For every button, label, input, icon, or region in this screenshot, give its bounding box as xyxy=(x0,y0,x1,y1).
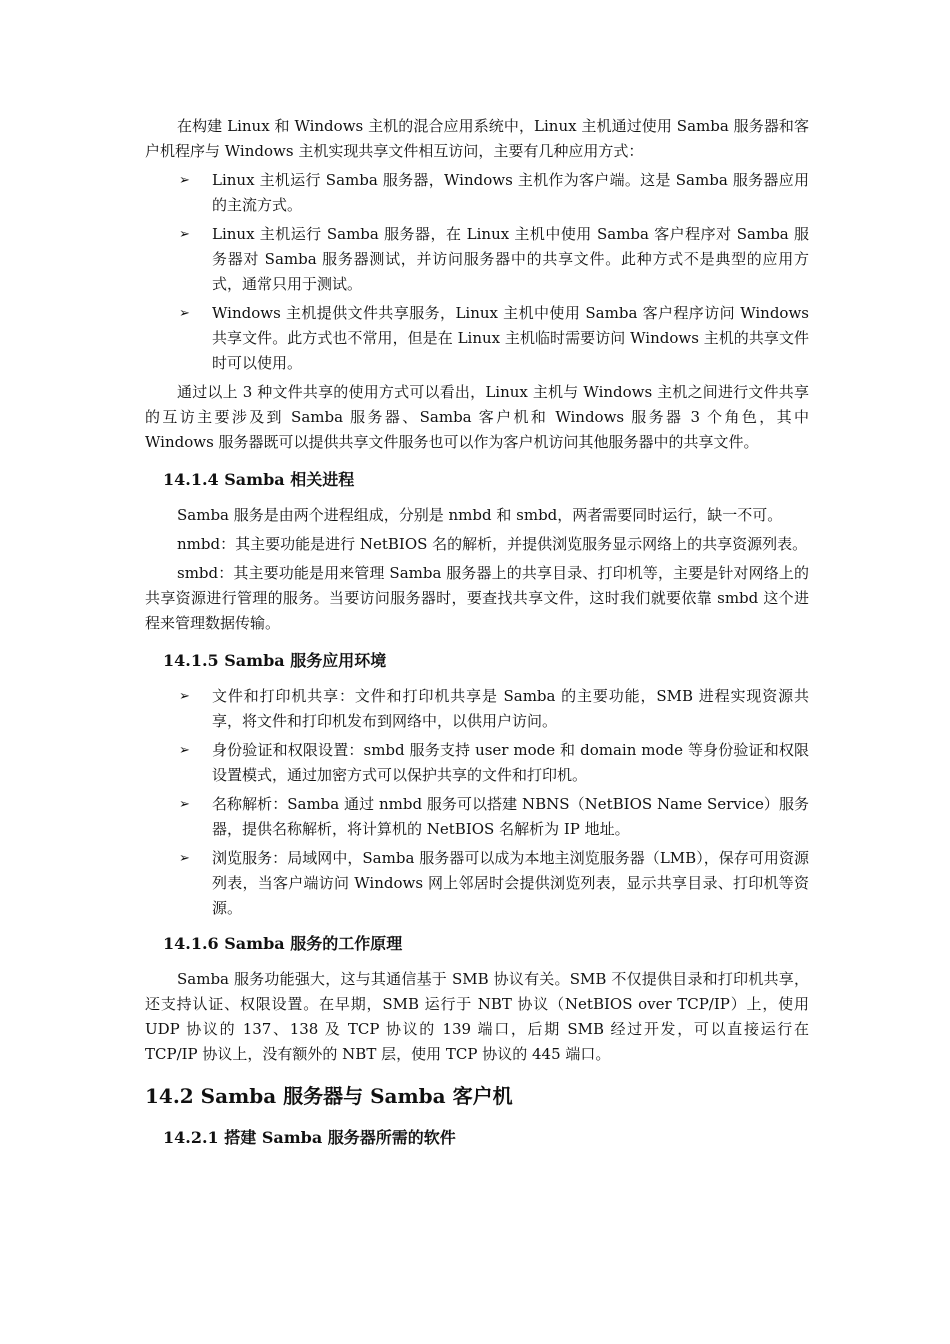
intro-paragraph: 在构建 Linux 和 Windows 主机的混合应用系统中，Linux 主机通过使用 Samba 服务器和客户机程序与 Windows 主机实现共享文件相互访问，主要有几种应用方式： xyxy=(145,117,809,160)
app-modes-list xyxy=(145,168,809,376)
nmbd-paragraph: nmbd：其主要功能是进行 NetBIOS 名的解析，并提供浏览服务显示网络上的共享资源列表。 xyxy=(177,535,808,553)
page-content xyxy=(145,114,809,1161)
section-heading-1415: 14.1.5 Samba 服务应用环境 xyxy=(163,651,387,670)
summary-paragraph: 通过以上 3 种文件共享的使用方式可以看出，Linux 主机与 Windows 主机之间进行文件共享的互访主要涉及到 Samba 服务器、Samba 客户机和 Windows 服务器 3 个角色，其中 Windows 服务器既可以提供共享文件服务也可以作为客户机访问其他服务器中的共享文件。 xyxy=(145,383,809,451)
list-item: ➢ Windows 主机提供文件共享服务，Linux 主机中使用 Samba 客户程序访问 Windows 共享文件。此方式也不常用，但是在 Linux 主机临时需要访问 Windows 主机的共享文件时可以使用。 xyxy=(145,301,809,376)
processes-paragraph: Samba 服务是由两个进程组成，分别是 nmbd 和 smbd，两者需要同时运行，缺一不可。 xyxy=(177,506,783,524)
arrow-bullet-icon: ➢ xyxy=(179,743,190,758)
section-heading-1414: 14.1.4 Samba 相关进程 xyxy=(163,470,355,489)
list-item: ➢ 文件和打印机共享：文件和打印机共享是 Samba 的主要功能，SMB 进程实现资源共享，将文件和打印机发布到网络中，以供用户访问。 xyxy=(145,684,809,734)
arrow-bullet-icon: ➢ xyxy=(179,173,190,188)
list-item: ➢ 浏览服务：局域网中，Samba 服务器可以成为本地主浏览服务器（LMB），保存可用资源列表，当客户端访问 Windows 网上邻居时会提供浏览列表，显示共享目录、打印机等资源。 xyxy=(145,846,809,921)
list-item: ➢ Linux 主机运行 Samba 服务器，在 Linux 主机中使用 Samba 客户程序对 Samba 服务器对 Samba 服务器测试，并访问服务器中的共享文件。此种方式不是典型的应用方式，通常只用于测试。 xyxy=(145,222,809,297)
smbd-paragraph: smbd：其主要功能是用来管理 Samba 服务器上的共享目录、打印机等，主要是针对网络上的共享资源进行管理的服务。当要访问服务器时，要查找共享文件，这时我们就要依靠 smbd 这个进程来管理数据传输。 xyxy=(145,564,809,632)
arrow-bullet-icon: ➢ xyxy=(179,227,190,242)
smb-protocol-paragraph: Samba 服务功能强大，这与其通信基于 SMB 协议有关。SMB 不仅提供目录和打印机共享，还支持认证、权限设置。在早期，SMB 运行于 NBT 协议（NetBIOS over TCP/IP）上，使用 UDP 协议的 137、138 及 TCP 协议的 139 端口，后期 SMB 经过开发，可以直接运行在 TCP/IP 协议上，没有额外的 NBT 层，使用 TCP 协议的 445 端口。 xyxy=(145,970,809,1063)
section-heading-1421: 14.2.1 搭建 Samba 服务器所需的软件 xyxy=(163,1128,456,1147)
arrow-bullet-icon: ➢ xyxy=(179,306,190,321)
arrow-bullet-icon: ➢ xyxy=(179,689,190,704)
list-item: ➢ Linux 主机运行 Samba 服务器，Windows 主机作为客户端。这是 Samba 服务器应用的主流方式。 xyxy=(145,168,809,218)
list-item: ➢ 身份验证和权限设置：smbd 服务支持 user mode 和 domain mode 等身份验证和权限设置模式，通过加密方式可以保护共享的文件和打印机。 xyxy=(145,738,809,788)
section-heading-1416: 14.1.6 Samba 服务的工作原理 xyxy=(163,934,403,953)
chapter-heading-142: 14.2 Samba 服务器与 Samba 客户机 xyxy=(145,1084,513,1108)
arrow-bullet-icon: ➢ xyxy=(179,797,190,812)
environment-list xyxy=(145,684,809,921)
list-item: ➢ 名称解析：Samba 通过 nmbd 服务可以搭建 NBNS（NetBIOS Name Service）服务器，提供名称解析，将计算机的 NetBIOS 名解析为 IP 地址。 xyxy=(145,792,809,842)
arrow-bullet-icon: ➢ xyxy=(179,851,190,866)
